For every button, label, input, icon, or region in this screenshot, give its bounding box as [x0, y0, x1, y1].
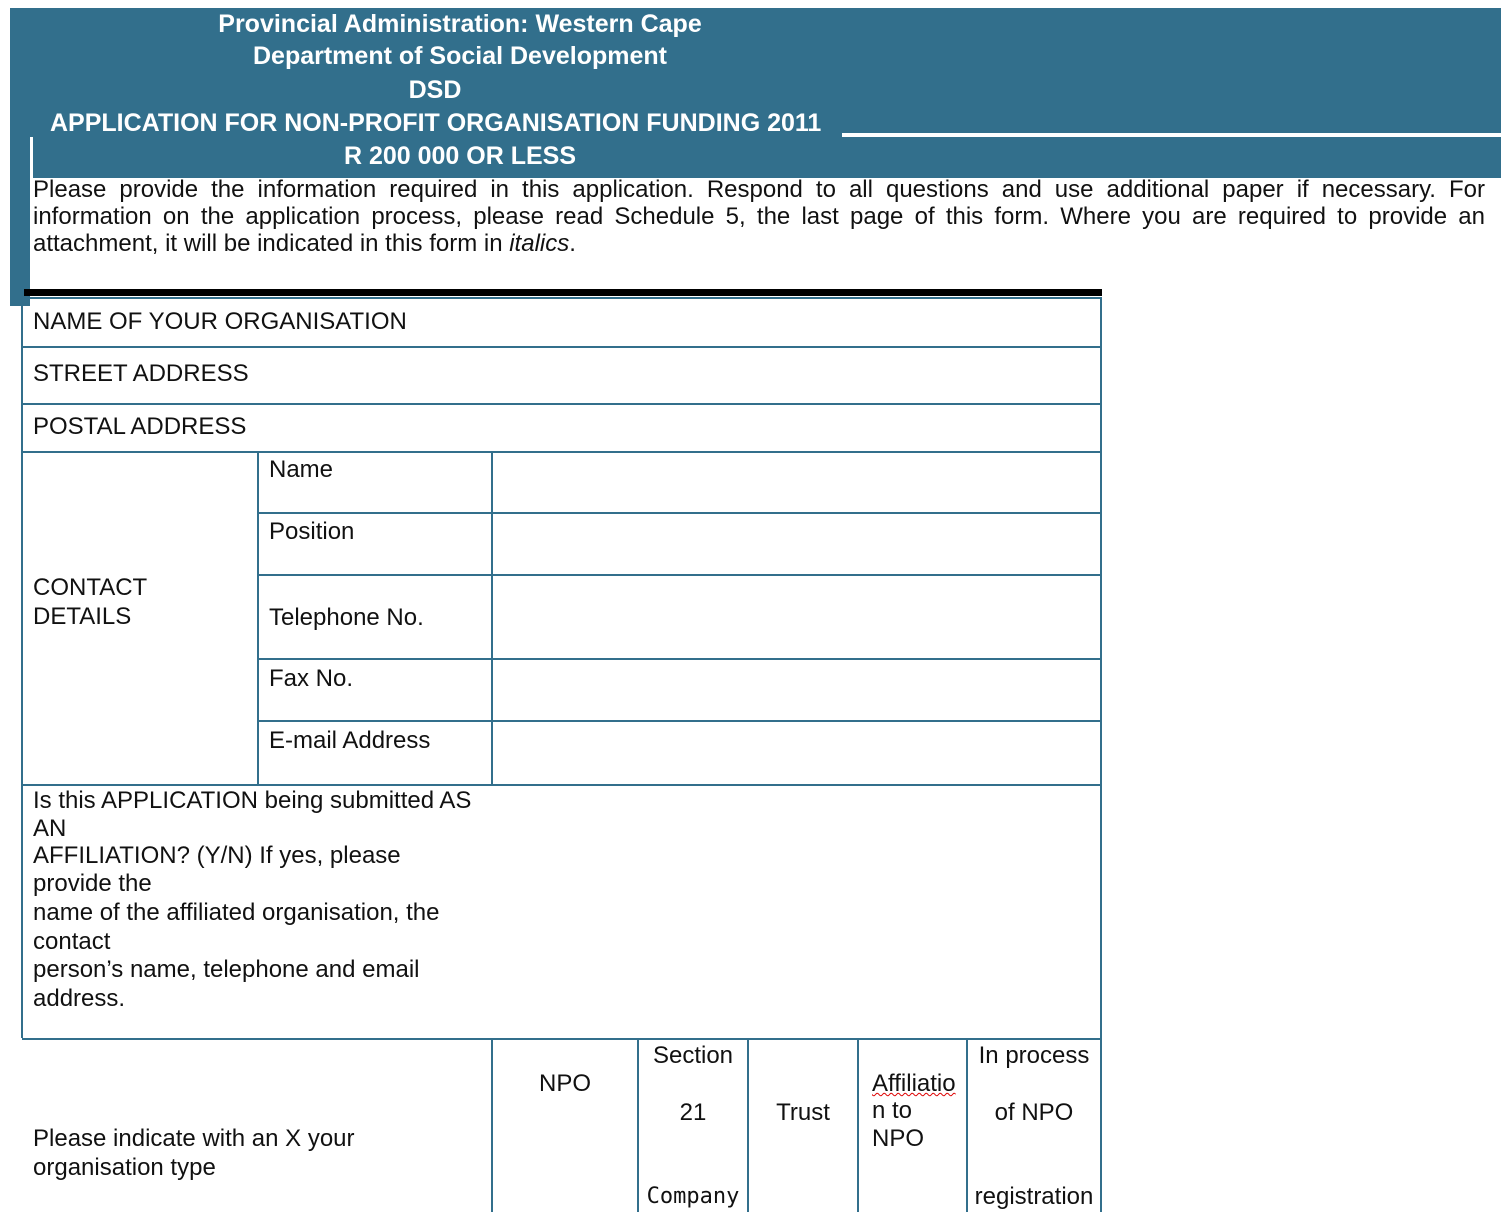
- table-top-rule: [24, 289, 1102, 296]
- contact-email-field[interactable]: [493, 722, 1100, 784]
- affiliation-line-2: AN: [33, 815, 67, 842]
- contact-details-label-2: DETAILS: [33, 603, 132, 630]
- type-affiliation-label-2: n to: [872, 1097, 913, 1124]
- contact-position-label: Position: [269, 518, 355, 545]
- header-line-province: Provincial Administration: Western Cape: [218, 10, 702, 38]
- header-line-department: Department of Social Development: [253, 42, 667, 70]
- side-stripe: [10, 178, 30, 306]
- header-line-dsd: DSD: [408, 76, 462, 104]
- header-subtitle: R 200 000 OR LESS: [343, 142, 577, 170]
- type-in-process-label-1: In process: [978, 1042, 1090, 1069]
- type-affiliation-label-1: Affiliatio: [872, 1070, 956, 1097]
- col-line: [21, 297, 23, 1038]
- intro-text: Please provide the information required in this application. Respond to all questions and use additional paper if necessary. For information on the application process, please read Schedule 5, the last page of this form. Where you are required to provide an attachment, it will be indicated in this form in: [33, 176, 1485, 257]
- org-type-label-1: Please indicate with an X your: [33, 1125, 355, 1152]
- contact-details-label-1: CONTACT: [33, 574, 148, 601]
- intro-paragraph: [33, 176, 1485, 257]
- type-affiliation-label-3: NPO: [872, 1125, 925, 1152]
- affiliation-line-7: person’s name, telephone and email: [33, 956, 420, 983]
- contact-telephone-label: Telephone No.: [269, 604, 424, 631]
- header-title: APPLICATION FOR NON-PROFIT ORGANISATION FUNDING 2011: [50, 109, 822, 137]
- contact-telephone-field[interactable]: [493, 576, 1100, 658]
- contact-fax-label: Fax No.: [269, 665, 354, 692]
- col-line: [1100, 297, 1102, 1212]
- type-section21-label-1: Section: [652, 1042, 734, 1069]
- contact-name-label: Name: [269, 456, 334, 483]
- top-margin: [0, 0, 1501, 8]
- org-type-label-2: organisation type: [33, 1154, 216, 1181]
- row-line: [22, 1038, 1102, 1040]
- postal-address-label: POSTAL ADDRESS: [33, 413, 247, 440]
- affiliation-line-3: AFFILIATION? (Y/N) If yes, please: [33, 842, 401, 869]
- affiliation-line-8: address.: [33, 985, 126, 1012]
- contact-name-field[interactable]: [493, 453, 1100, 512]
- affiliation-line-6: contact: [33, 928, 111, 955]
- table-top-line: [22, 297, 1102, 299]
- affiliation-line-4: provide the: [33, 870, 152, 897]
- row-line: [22, 346, 1102, 348]
- header-banner: [10, 8, 1501, 178]
- type-in-process-label-2: of NPO: [994, 1099, 1074, 1126]
- type-section21-label-3: Company: [646, 1184, 740, 1209]
- header-rule: [842, 133, 1501, 137]
- intro-italic: italics: [509, 230, 570, 257]
- contact-position-field[interactable]: [493, 514, 1100, 574]
- affiliation-answer-field[interactable]: [493, 786, 1100, 1038]
- header-bar-left: [30, 137, 33, 178]
- type-npo-label: NPO: [538, 1070, 591, 1097]
- contact-fax-field[interactable]: [493, 660, 1100, 720]
- col-line: [491, 1038, 493, 1212]
- intro-end: .: [569, 230, 576, 257]
- col-line: [257, 451, 259, 784]
- type-section21-label-2: 21: [679, 1099, 707, 1126]
- row-line: [22, 403, 1102, 405]
- col-line: [857, 1038, 859, 1212]
- org-name-label: NAME OF YOUR ORGANISATION: [33, 308, 407, 335]
- type-in-process-label-3: registration: [974, 1183, 1094, 1210]
- street-address-label: STREET ADDRESS: [33, 360, 249, 387]
- affiliation-line-1: Is this APPLICATION being submitted AS: [33, 787, 472, 814]
- affiliation-line-5: name of the affiliated organisation, the: [33, 899, 440, 926]
- type-trust-label: Trust: [776, 1099, 830, 1126]
- contact-email-label: E-mail Address: [269, 727, 431, 754]
